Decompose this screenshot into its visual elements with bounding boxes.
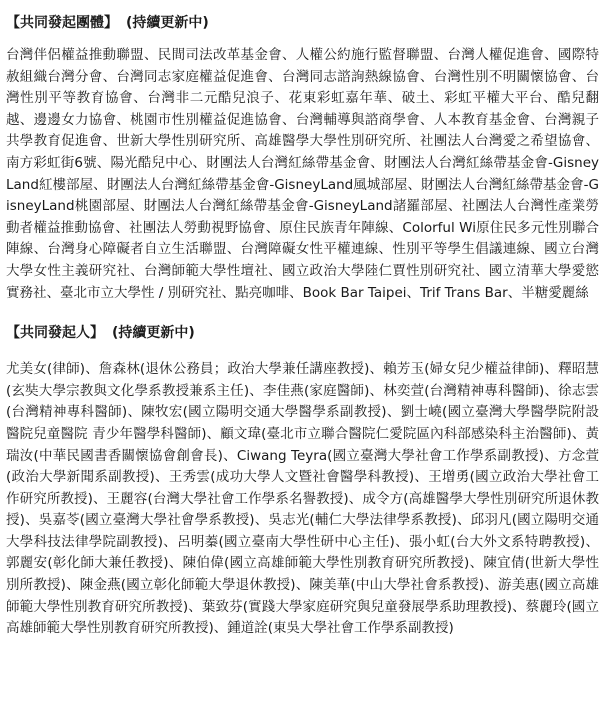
section-title: 【共同發起團體】 xyxy=(6,15,118,31)
co-initiating-organizations-list: 台灣伴侶權益推動聯盟、民間司法改革基金會、人權公約施行監督聯盟、台灣人權促進會、國際特赦組織台灣分會、台灣同志家庭權益促進會、台灣同志諮詢熱線協會、台灣性別不明關懷協會、台灣性別平等教育協會、台灣非二元酷兒浪子、花東彩虹嘉年華、破土、彩虹平權大平台、酷兒翻越、邊邊女力協會、桃園市性別權益促進協會、台灣輔導與諮商學會、人本教育基金會、台灣親子共學教育促進會、世新大學性別研究所、高雄醫學大學性別研究所、社團法人台灣愛之希望協會、南方彩虹街6號、陽光酷兒中心、財團法人台灣紅絲帶基金會、財團法人台灣紅絲帶基金會-GisneyLand紅樓部屋、財團法人台灣紅絲帶基金會-GisneyLand風城部屋、財團法人台灣紅絲帶基金會-GisneyLand桃園部屋、財團法人台灣紅絲帶基金會-GisneyLand諸羅部屋、社團法人台灣性產業勞動者權益推動協會、社團法人勞動視野協會、原住民族青年陣線、Colorful Wi原住民多元性別聯合陣線、台灣身心障礙者自立生活聯盟、台灣障礙女性平權連線、性別平等學生倡議連線、國立台灣大學女性主義研究社、台灣師範大學性壇社、國立政治大學陸仁賈性別研究社、國立清華大學愛慾實務社、臺北市立大學性 / 別研究社、點亮咖啡、Book Bar Taipei、Trif Trans Bar、半糖愛麗絲 xyxy=(6,47,599,301)
section-update-note: (持續更新中) xyxy=(126,15,209,31)
co-initiators-heading xyxy=(6,322,599,344)
section-update-note: (持續更新中) xyxy=(112,325,195,342)
co-initiating-organizations-heading xyxy=(6,12,599,34)
section-title: 【共同發起人】 xyxy=(6,325,104,342)
co-initiators-list: 尤美女(律師)、詹森林(退休公務員；政治大學兼任講座教授)、賴芳玉(婦女兒少權益律師)、釋昭慧(玄奘大學宗教與文化學系教授兼系主任)、李佳燕(家庭醫師)、林奕萱(台灣精神專科醫師)、徐志雲(台灣精神專科醫師)、陳牧宏(國立陽明交通大學醫學系副教授)、劉士嶢(國立臺灣大學醫學院附設醫院兒童醫院 青少年醫學科醫師)、顧文瑋(臺北市立聯合醫院仁愛院區內科部感染科主治醫師)、黃瑞汝(中華民國書香關懷協會創會長)、Ciwang Teyra(國立臺灣大學社會工作學系副教授)、方念萱(政治大學新聞系副教授)、王秀雲(成功大學人文暨社會醫學科教授)、王增勇(國立政治大學社會工作研究所教授)、王麗容(台灣大學社會工作學系名譽教授)、成令方(高雄醫學大學性別研究所退休教授)、吳嘉苓(國立臺灣大學社會學系教授)、吳志光(輔仁大學法律學系教授)、邱羽凡(國立陽明交通大學科技法律學院副教授)、呂明蓁(國立臺南大學性研中心主任)、張小虹(台大外文系特聘教授)、郭麗安(彰化師大兼任教授)、陳伯偉(國立高雄師範大學性別教育研究所教授)、陳宜倩(世新大學性別所教授)、陳金燕(國立彰化師範大學退休教授)、陳美華(中山大學社會系教授)、游美惠(國立高雄師範大學性別教育研究所教授)、葉致芬(實踐大學家庭研究與兒童發展學系助理教授)、蔡麗玲(國立高雄師範大學性別教育研究所教授)、鍾道詮(東吳大學社會工作學系副教授) xyxy=(6,361,599,637)
